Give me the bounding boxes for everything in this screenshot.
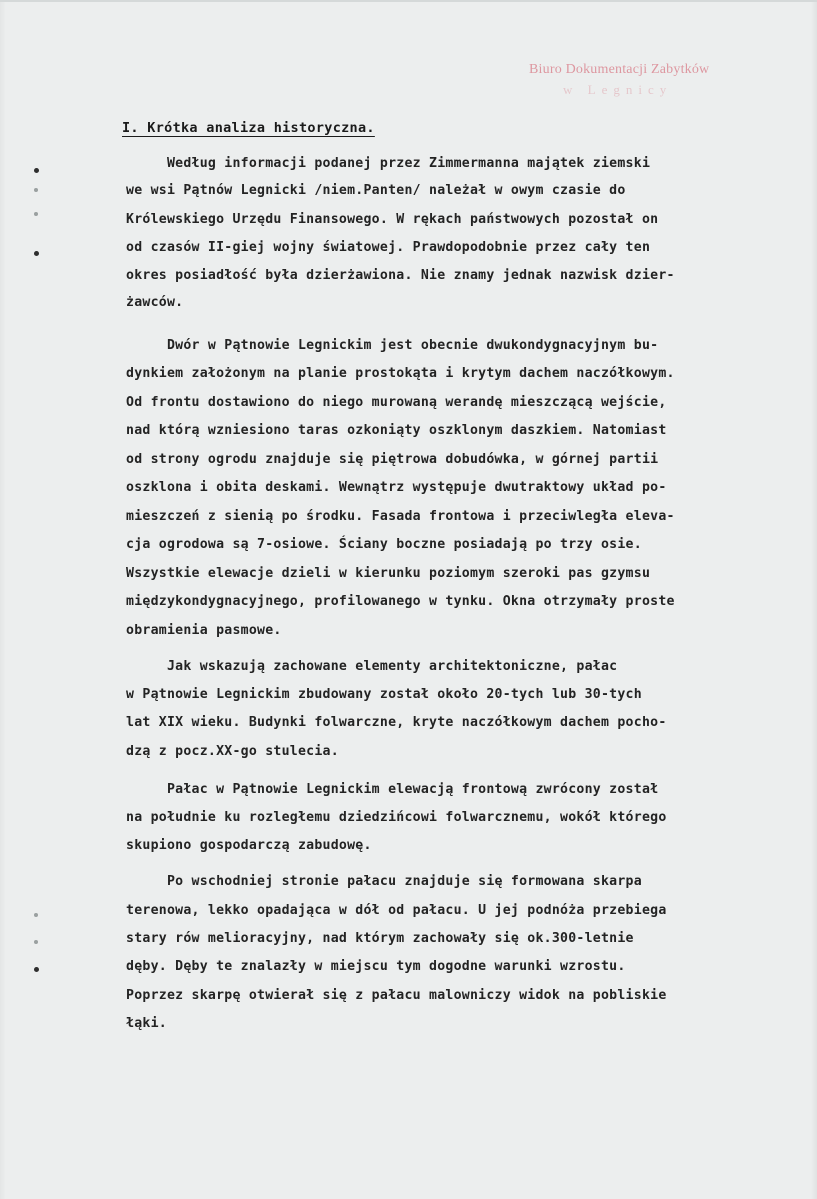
margin-mark [34, 967, 39, 972]
margin-mark [34, 913, 38, 917]
text-line: lat XIX wieku. Budynki folwarczne, kryte naczółkowym dachem pocho- [126, 715, 667, 730]
margin-mark [34, 168, 39, 173]
margin-mark [34, 188, 38, 192]
text-line: we wsi Pątnów Legnicki /niem.Panten/ należał w owym czasie do [126, 183, 626, 198]
margin-mark [34, 251, 39, 256]
section-heading: I. Krótka analiza historyczna. [122, 120, 375, 136]
text-line: żawców. [126, 295, 184, 310]
text-line: terenowa, lekko opadająca w dół od pałacu. U jej podnóża przebiega [126, 903, 667, 918]
text-line: na południe ku rozległemu dziedzińcowi folwarcznemu, wokół którego [126, 810, 667, 825]
text-line: od czasów II-giej wojny światowej. Prawdopodobnie przez cały ten [126, 240, 651, 255]
margin-mark [34, 212, 38, 216]
text-line: Od frontu dostawiono do niego murowaną werandę mieszczącą wejście, [126, 395, 667, 410]
text-line: Poprzez skarpę otwierał się z pałacu malowniczy widok na pobliskie [126, 988, 667, 1003]
text-line: Według informacji podanej przez Zimmermanna majątek ziemski [126, 156, 651, 171]
stamp-line-2: w Legnicy [563, 82, 673, 97]
text-line: stary rów melioracyjny, nad którym zachowały się ok.300-letnie [126, 931, 634, 946]
text-line: mieszczeń z sienią po środku. Fasada frontowa i przeciwległa eleva- [126, 509, 675, 524]
text-line: obramienia pasmowe. [126, 623, 282, 638]
text-line: Jak wskazują zachowane elementy architektoniczne, pałac [126, 659, 618, 674]
text-line: Wszystkie elewacje dzieli w kierunku poziomym szeroki pas gzymsu [126, 566, 651, 581]
text-line: dęby. Dęby te znalazły w miejscu tym dogodne warunki wzrostu. [126, 959, 626, 974]
text-line: dynkiem założonym na planie prostokąta i krytym dachem naczółkowym. [126, 366, 675, 381]
margin-mark [34, 940, 38, 944]
text-line: Dwór w Pątnowie Legnickim jest obecnie dwukondygnacyjnym bu- [126, 338, 659, 353]
text-line: Pałac w Pątnowie Legnickim elewacją frontową zwrócony został [126, 782, 659, 797]
archive-stamp [523, 60, 753, 118]
text-line: okres posiadłość była dzierżawiona. Nie znamy jednak nazwisk dzier- [126, 268, 675, 283]
stamp-line-1: Biuro Dokumentacji Zabytków [529, 62, 710, 77]
text-line: cja ogrodowa są 7-osiowe. Ściany boczne posiadają po trzy osie. [126, 537, 642, 552]
text-line: Po wschodniej stronie pałacu znajduje się formowana skarpa [126, 874, 642, 889]
text-line: nad którą wzniesiono taras ozkoniąty oszklonym daszkiem. Natomiast [126, 423, 667, 438]
text-line: skupiono gospodarczą zabudowę. [126, 838, 372, 853]
text-line: łąki. [126, 1016, 167, 1031]
text-line: od strony ogrodu znajduje się piętrowa dobudówka, w górnej partii [126, 452, 659, 467]
text-line: Królewskiego Urzędu Finansowego. W rękach państwowych pozostał on [126, 212, 659, 227]
text-line: w Pątnowie Legnickim zbudowany został około 20-tych lub 30-tych [126, 687, 642, 702]
text-line: oszklona i obita deskami. Wewnątrz występuje dwutraktowy układ po- [126, 480, 667, 495]
text-line: międzykondygnacyjnego, profilowanego w tynku. Okna otrzymały proste [126, 594, 675, 609]
text-line: dzą z pocz.XX-go stulecia. [126, 744, 339, 759]
